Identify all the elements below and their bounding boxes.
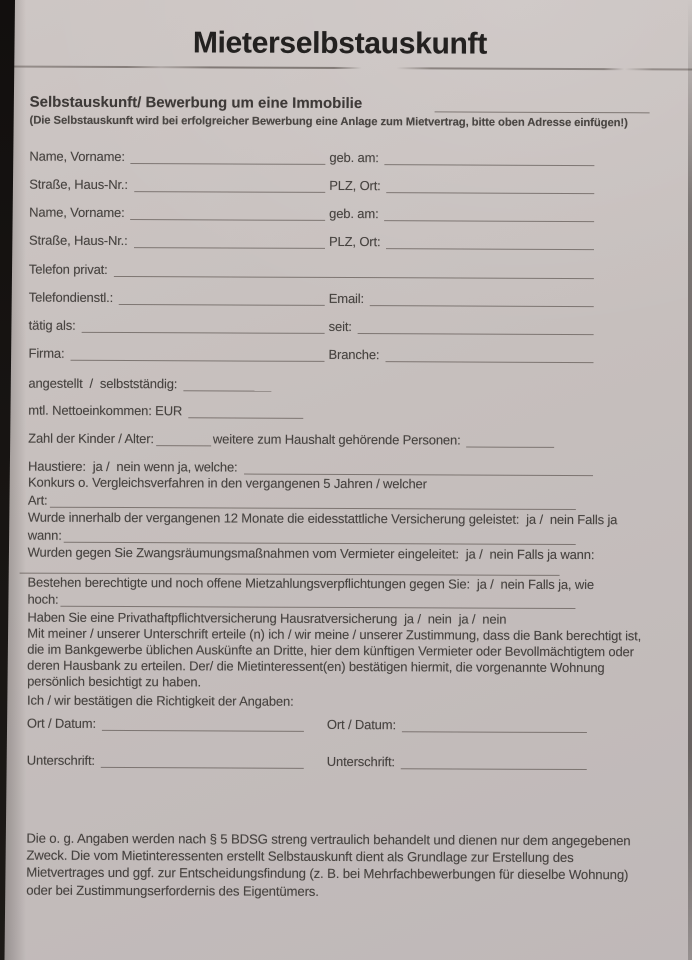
fill-line-eviction-when [20, 558, 560, 576]
field-label-income: mtl. Nettoeinkommen: EUR [28, 402, 183, 419]
form-row-street-2 [29, 228, 594, 250]
question-rent-debt: Bestehen berechtigte und noch offene Mietzahlungsverpflichtungen gegen Sie: ja / nein Falls ja, wie [27, 574, 594, 593]
fill-line-since [358, 318, 594, 335]
field-label-since: seit: [328, 318, 352, 335]
field-label-branch: Branche: [328, 346, 380, 363]
field-label-place-date: Ort / Datum: [26, 715, 96, 731]
fill-line-bankruptcy-type [50, 492, 576, 510]
fill-line-city-2 [386, 233, 594, 250]
field-label-birth: geb. am: [329, 149, 379, 166]
consent-paragraph: Mit meiner / unserer Unterschrift erteile (n) ich / wir meine / unserer Zustimmung, dass die Bank berechtigt ist, die im Bankgewerbe üblichen Auskünfte an Dritte, hier dem künftigen Vermieter oder Bevollmächtigtem oder deren Hausbank zu erteilen. Der/ die Mietinteressent(en) bestätigen hiermit, die vorgenannte Wohnung persönlich besichtigt zu haben. [27, 625, 645, 690]
question-eviction: Wurden gegen Sie Zwangsräumungsmaßnahmen vom Vermieter eingeleitet: ja / nein Falls ja wann: [27, 544, 595, 563]
fill-line-rent-debt-amount [61, 591, 576, 609]
fill-line-birth-1 [385, 149, 595, 166]
fill-line-branch [385, 346, 593, 363]
fill-line-city-1 [387, 177, 595, 194]
fill-line-company [70, 345, 324, 362]
fill-line-income [188, 402, 303, 419]
fill-line-employment [183, 375, 271, 391]
form-row-employment [28, 371, 593, 393]
fill-line-affidavit-when [64, 527, 576, 545]
form-subtitle: Selbstauskunft/ Bewerbung um eine Immobilie [29, 93, 363, 113]
fill-line-phone-private [114, 261, 594, 279]
field-label-street: Straße, Haus-Nr.: [29, 232, 128, 249]
fill-line-signature-2 [401, 753, 587, 770]
field-label-email: Email: [328, 290, 365, 307]
question-bankruptcy: Konkurs o. Vergleichsverfahren in den vergangenen 5 Jahren / welcher [27, 474, 427, 492]
field-label-name: Name, Vorname: [29, 204, 125, 221]
field-label-name: Name, Vorname: [29, 148, 125, 165]
field-label-pets: Haustiere: ja / nein wenn ja, welche: [28, 458, 238, 475]
fill-line-occupation [82, 317, 325, 334]
form-content [26, 0, 650, 901]
fill-line-email [370, 290, 594, 307]
form-row-occupation [29, 313, 594, 335]
field-label-city: PLZ, Ort: [329, 177, 381, 194]
form-row-company [29, 341, 594, 363]
field-label-signature: Unterschrift: [326, 753, 395, 770]
field-label-affidavit-when: wann: [27, 527, 62, 543]
form-row-phone-work [29, 285, 594, 307]
field-label-phone-private: Telefon privat: [28, 261, 108, 277]
field-label-household: weitere zum Haushalt gehörende Personen: [212, 431, 461, 448]
fill-line-children [156, 430, 211, 446]
field-label-street: Straße, Haus-Nr.: [29, 176, 128, 193]
field-label-signature: Unterschrift: [26, 752, 95, 768]
form-note: (Die Selbstauskunft wird bei erfolgreicher Bewerbung eine Anlage zum Mietvertrag, bitte oben Adresse einfügen!) [29, 114, 628, 130]
form-row-bankruptcy-type [28, 491, 576, 510]
form-row-name-1 [29, 144, 594, 166]
field-label-children: Zahl der Kinder / Alter: [28, 430, 154, 447]
fill-line-place-date-1 [102, 715, 304, 732]
fill-line-name-2 [131, 204, 326, 221]
field-label-bankruptcy-type: Art: [27, 492, 48, 508]
address-fill-line [435, 96, 650, 113]
fill-line-birth-2 [385, 205, 595, 222]
field-label-rent-debt-amount: hoch: [27, 591, 59, 607]
fill-line-signature-1 [101, 752, 304, 769]
form-row-affidavit-when [28, 526, 576, 545]
fill-line-place-date-2 [402, 716, 587, 733]
field-label-phone-work: Telefondienstl.: [28, 289, 114, 305]
question-insurance: Haben Sie eine Privathaftpflichtversicherung Hausratversicherung ja / nein ja / nein [27, 609, 507, 627]
fill-line-street-1 [134, 176, 325, 193]
form-row-place-date [27, 711, 587, 733]
fill-line-name-1 [131, 148, 326, 165]
field-label-occupation: tätig als: [28, 317, 76, 333]
form-row-phone-private [29, 257, 594, 279]
question-affidavit: Wurde innerhalb der vergangenen 12 Monate die eidesstattliche Versicherung geleistet: ja / nein Falls ja [27, 509, 618, 528]
field-label-place-date: Ort / Datum: [326, 716, 396, 733]
form-row-children [28, 426, 593, 448]
form-row-street-1 [29, 172, 594, 194]
field-label-employment: angestellt / selbstständig: [28, 375, 178, 392]
form-row-rent-debt-amount [27, 591, 575, 609]
form-title: Mieterselbstauskunft [192, 26, 488, 61]
fill-line-pets [244, 459, 594, 477]
form-row-name-2 [29, 200, 594, 222]
field-label-company: Firma: [28, 345, 65, 361]
form-row-signature [27, 748, 587, 770]
privacy-footer: Die o. g. Angaben werden nach § 5 BDSG streng vertraulich behandelt und dienen nur dem angegebenen Zweck. Die vom Mietinteressenten erstellt Selbstauskunft dient als Grundlage zur Erstellung des Mietvertrages und ggf. zur Entscheidungsfindung (z. B. bei Mehrfachbewerbungen für dieselbe Wohnung) oder bei Zustimmungserfordernis des Eigentümers. [26, 830, 635, 899]
fill-line-street-2 [134, 232, 325, 249]
confirmation-statement: Ich / wir bestätigen die Richtigkeit der Angaben: [27, 692, 294, 709]
form-row-eviction-when [20, 561, 560, 576]
fill-line-phone-work [119, 289, 325, 306]
field-label-city: PLZ, Ort: [329, 233, 381, 250]
form-row-income [28, 398, 593, 420]
fill-line-household [467, 432, 555, 448]
field-label-birth: geb. am: [329, 205, 379, 222]
form-row-pets [28, 454, 593, 476]
subtitle-row [30, 93, 650, 114]
